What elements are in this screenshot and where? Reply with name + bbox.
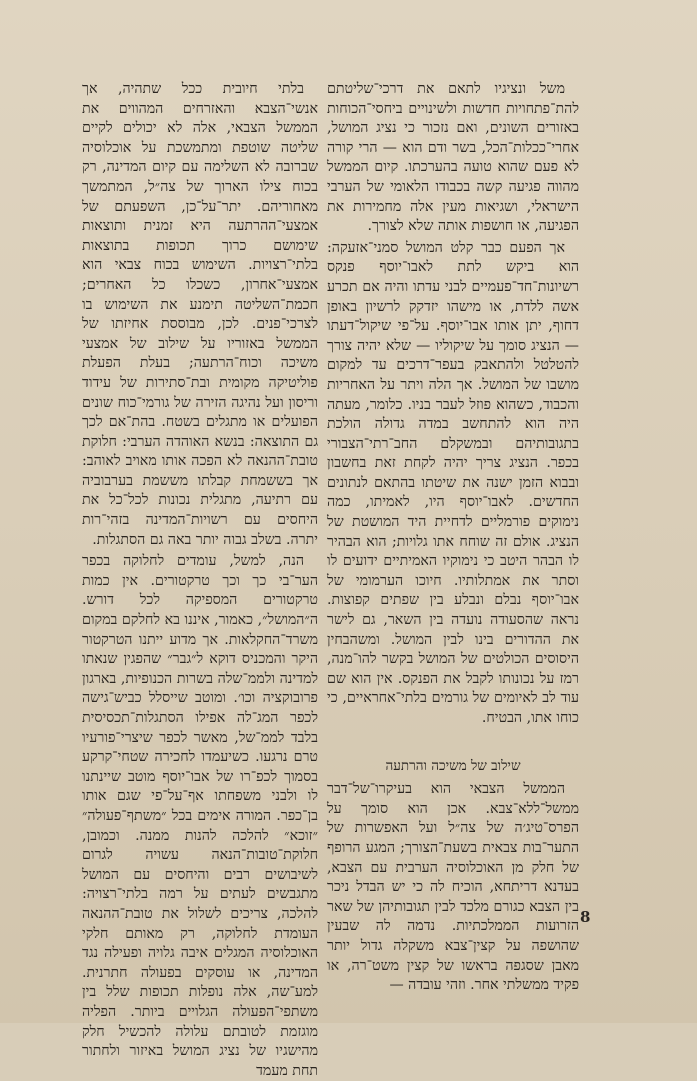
text-column-right [327,80,579,996]
section-subheading: שילוב של משיכה והרתעה [385,757,521,774]
paragraph: משל ונציגיו לתאם את דרכי־שליטתם להת־פתחויות חדשות ולשינויים ביחסי־הכוחות באזורים השונים, ואם נזכור כי נציג המושל, אחרי־ככלות־הכל, בשר ודם הוא — הרי קורה לא פעם שהוא טועה בהערכתו. קיום הממשל מהווה פגיעה קשה בכבודו הלאומי של הערבי הישראלי, ושגיאות מעין אלה מחמירות את הפגיעה, או חושפות אותה שלא לצורך. [327,81,579,235]
paragraph: בלתי חיובית ככל שתהיה, אך אנשי־הצבא והאזרחים המהווים את הממשל הצבאי, אלה לא יכולים לקיים שליטה שוטפת ומתמשכת על אוכלוסיה שברובה לא השלימה עם קיום המדינה, רק בכוח צילו הארוך של צה״ל, המתמשך מאחוריהם. יתר־על־כן, השפעתם של אמצעי־ההרתעה היא זמנית ותוצאות שימושם כרוך תכופות בתוצאות בלתי־רצויות. השימוש בכוח צבאי הוא אמצעי־אחרון, כשכלו כל האחרים; חכמת־השליטה תימנע את השימוש בו לצרכי־פנים. לכן, מבוססת אחיזתו של הממשל באזוריו על שילוב של אמצעי משיכה וכוח־הרתעה; בעלת הפעלת פוליטיקה מקומית ובת־סתירות של עידוד וריסון ועל נהיגה הזירה של גורמי־כוח שונים הפועלים או מתגלים בשטח. בהת־אם לכך גם התוצאה: בנשא האוהדה הערבי: חלוקת טובת־ההנאה לא הפכה אותו מאויב לאוהב: אך בששמחת קבלתו מששמת בערבוביה עם רתיעה, מתגלית נכונות לכל־כל את היחסים עם רשויות־המדינה בזהי־רות יתרה. בשלב גבוה יותר באה גם הסתגלות. [82,81,318,548]
text-column-left [82,80,318,1081]
page-number: 8 [580,908,591,926]
paragraph: הנה, למשל, עומדים לחלוקה בכפר הער־בי כך וכך טרקטורים. אין כמות טרקטורים המספיקה לכל דורש. ה״המושל״, כאמור, איננו בא לחלקם במקום משרד־החקלאות. אך מדוע ייתנו הטרקטור היקר והמכניס דוקא ל״גבר״ שהפגין שנאתו למדינה ולממ־שלה בשרות הכנופיות, בארגון פרובוקציה וכו׳. ומוטב שייסלל כביש־גישה לכפר המג־לה אפילו הסתגלות־תכסיסית בלבד לממ־של, מאשר לכפר שיצרי־פורעיו טרם נרגעו. כשיעמדו לחכירה שטחי־קרקע בסמוך לכפ־רו של אבו־יוסף מוטב שיינתנו לו ולבני משפחתו אף־על־פי שגם אותו בן־כפר. המורה אימים בכל ״משתף־פעולה״ ״זוכא״ להלכה להנות ממנה. וכמובן, חלוקת־טובות־הנאה עשויה לגרום לשיבושים רבים והיחסים עם המושל מתגבשים לעתים על רמה בלתי־רצויה: להלכה, צריכים לשלול את טובת־ההנאה העומדת לחלוקה, רק מאותם חלקי האוכלוסיה המגלים איבה גלויה ופעילה נגד המדינה, או עוסקים בפעולה חתרנית. למע־שה, אלה נופלות תכופות שלל בין משתפי־הפעולה הגלויים ביותר. הפליה מוגזמת לטובתם עלולה להכשיל חלק מהישגיו של נציג המושל באיזור ולחתור תחת מעמד [82,553,318,1079]
paragraph: אך הפעם כבר קלט המושל סמני־אזעקה: הוא ביקש לתת לאבו־יוסף פנקס רשיונות־חד־פעמיים לבני עדתו והיה אם תכרע אשה ללדת, או מישהו יזדקק לרשיון באופן דחוף, יתן אותו אבו־יוסף. על־פי שיקול־דעתו — הנציג סומך על שיקוליו — שלא יהיה צורך להטלטל ולהתאבק בעפר־דרכים עד למקום מושבו של המושל. אך הלה ויתר על האחריות והכבוד, כשהוא פוזל לעבר בניו. כלומר, מעתה היה הוא להתחשב במדה גדולה הולכת בתגובותיהם ובמשקלם החב־רתי־הצבורי בכפר. הנציג צריך יהיה לקחת זאת בחשבון ובבוא הזמן ישנה את שיטתו בהתאם לנתונים החדשים. לאבו־יוסף היו, לאמיתו, כמה נימוקים פורמליים לדחיית היד המושטת של הנציג. אולם זה שוחח אתו גלויות; הוא הבהיר לו הבהר היטב כי נימוקיו האמיתיים ידועים לו וסתר את אמתלותיו. חיוכו הערמומי של אבו־יוסף נבלם ונבלע בין שפתים קפוצות. נראה שהסעודה נועדה בין השאר, גם לישר את ההדורים בינו לבין המושל. ומשהבחין היסוסים הכולטים של המושל בקשר להו־מנה, רמז על נכונותו לקבל את הפנקס. אין הוא שם עוד לב לאיומים של גורמים בלתי־אחראיים, כי כוחו אתו, הבטיח. [327,239,579,726]
paragraph: הממשל הצבאי הוא בעיקרו־של־דבר ממשל־ללא־צבא. אכן הוא סומך על הפרס־טיג׳ה של צה״ל ועל האפשרות של התער־בות צבאית בשעת־הצורך; המגע הרופף של חלק מן האוכלוסיה הערבית עם הצבא, בעדנא דריתחא, הוכיח לה כי יש הבדל ניכר בין הצבא כגורם מלכד לבין תגובותיהן של שאר הזרועות הממלכתיות. נדמה לה שבעין שהושפה על קצין־צבא משקלה גדול יותר מאבן שסגפה בראשו של קצין משט־רה, או פקיד ממשלתי אחר. וזהי עובדה — [327,781,579,994]
